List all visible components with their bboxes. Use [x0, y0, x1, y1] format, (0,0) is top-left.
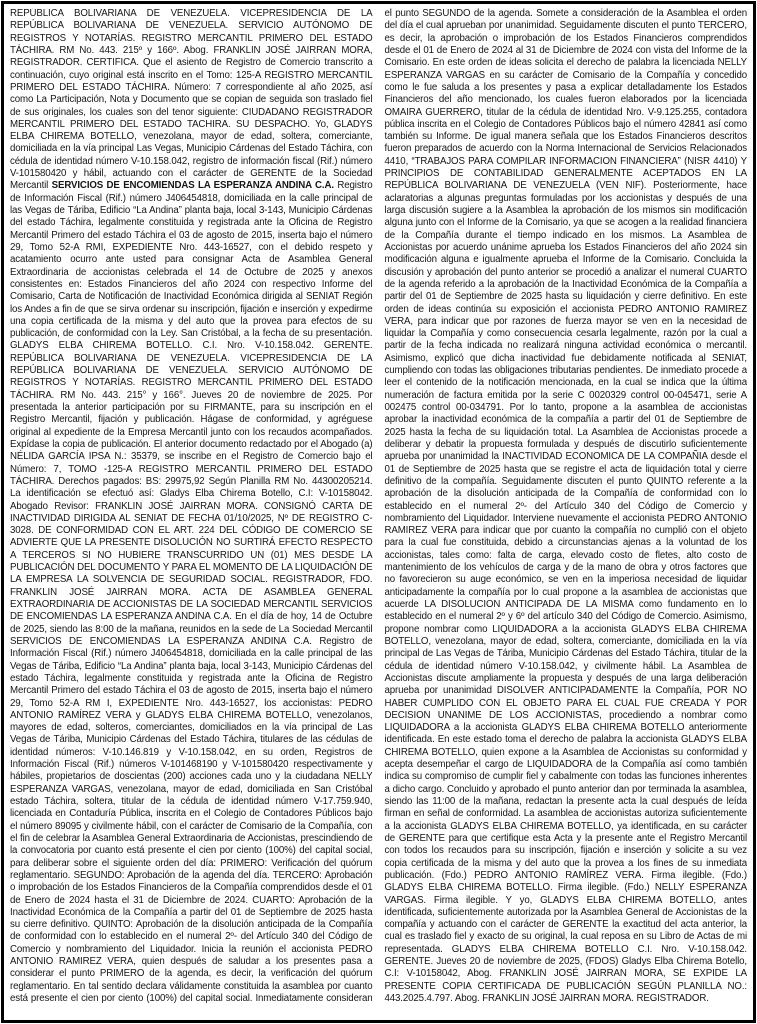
document-border-frame	[1, 1, 756, 1023]
document-body-text	[10, 8, 747, 1014]
company-name-bold: SERVICIOS DE ENCOMIENDAS LA ESPERANZA ANDINA C.A.	[51, 180, 334, 192]
body-text-part1: REPÚBLICA BOLIVARIANA DE VENEZUELA. VICEPRESIDENCIA DE LA REPÚBLICA BOLIVARIANA DE VENEZUELA. SERVICIO AUTÓNOMO DE REGISTROS Y NOTARÍAS. REGISTRO MERCANTIL PRIMERO DEL ESTADO TÁCHIRA. RM No. 443. 215º y 166º. Abog. FRANKLIN JOSÉ JAIRRAN MORA, REGISTRADOR. CERTIFICA. Que el asiento de Registro de Comercio transcrito a continuación, cuyo original está inscrito en el Tomo: 125-A REGISTRO MERCANTIL PRIMERO DEL ESTADO TÁCHIRA. Número: 7 correspondiente al año 2025, así como La Participación, Nota y Documento que se copian de seguida son traslado fiel de sus originales, los cuales son del tenor siguiente: CIUDADANO REGISTRADOR MERCANTIL PRIMERO DEL ESTADO TACHIRA. SU DESPACHO. Yo, GLADYS ELBA CHIREMA BOTELLO, venezolana, mayor de edad, soltera, comerciante, domiciliada en la vía principal Las Vegas, Municipio Cárdenas del Estado Táchira, con cédula de identidad número V-10.158.042, registro de información fiscal (Rif.) número V-101580420 y hábil, actuando con el carácter de GERENTE de la Sociedad Mercantil	[10, 8, 373, 192]
body-text-part2: Registro de Información Fiscal (Rif.) número J406454818, domiciliada en la calle principal de las Vegas de Táriba, Edificio “La Andina” planta baja, local 3-143, Municipio Cárdenas del estado Táchira, legalmente constituida y registrada ante la Oficina de Registro Mercantil Primero del estado Táchira el 03 de agosto de 2015, inserta bajo el número 29, Tomo 52-A RMI, EXPEDIENTE Nro. 443-16527, con el debido respeto y acatamiento ocurro ante usted para consignar Acta de Asamblea General Extraordinaria de accionistas celebrada el 14 de Octubre de 2025 y anexos consistentes en: Estados Financieros del año 2024 con respectivo Informe del Comisario, Carta de Notificación de Inactividad Económica dirigida al SENIAT Región los Andes a fin de que se sirva ordenar su inscripción, fijación e inserción y expedirme una copia certificada de la misma y del auto que la provea para efectos de su publicación, de conformidad con la Ley. San Cristóbal, a la fecha de su presentación. GLADYS ELBA CHIREMA BOTELLO. C.I. Nro. V-10.158.042. GERENTE. REPÚBLICA BOLIVARIANA DE VENEZUELA. VICEPRESIDENCIA DE LA REPÚBLICA BOLIVARIANA DE VENEZUELA. SERVICIO AUTÓNOMO DE REGISTROS Y NOTARÍAS. REGISTRO MERCANTIL PRIMERO DEL ESTADO TÁCHIRA. RM No. 443. 215° y 166°. Jueves 20 de noviembre de 2025. Por presentada la anterior participación por su FIRMANTE, para su inscripción en el Registro Mercantil, fijación y publicación. Hágase de conformidad, y agréguese original al expediente de la Empresa Mercantil junto con los recaudos acompañados. Expídase la copia de publicación. El anterior documento redactado por el Abogado (a) NÉLIDA GARCÍA IPSA N.: 35379, se inscribe en el Registro de Comercio bajo el Número: 7, TOMO -125-A REGISTRO MERCANTIL PRIMERO DEL ESTADO TÁCHIRA. Derechos pagados: BS: 29975,92 Según Planilla RM No. 44300205214. La identificación se efectuó así: Gladys Elba Chirema Botello, C.I: V-10158042. Abogado Revisor: FRANKLIN JOSÉ JAIRRAN MORA. CONSIGNÓ CARTA DE INACTIVIDAD DIRIGIDA AL SENIAT DE FECHA 01/10/2025, Nº DE REGISTRO C-3028. DE CONFORMIDAD CON EL ART. 224 DEL CÓDIGO DE COMERCIO SE ADVIERTE QUE LA PRESENTE DISOLUCIÓN NO SURTIRÁ EFECTO RESPECTO A TERCEROS SI NO HUBIERE TRANSCURRIDO UN (01) MES DESDE LA PUBLICACIÓN DEL DOCUMENTO Y PARA EL MOMENTO DE LA LIQUIDACIÓN DE LA EMPRESA LA SOLVENCIA DE SEGURIDAD SOCIAL. REGISTRADOR, FDO. FRANKLIN JOSÉ JAIRRAN MORA. ACTA DE ASAMBLEA GENERAL EXTRAORDINARIA DE ACCIONISTAS DE LA SOCIEDAD MERCANTIL SERVICIOS DE ENCOMIENDAS LA ESPERANZA ANDINA C.A. En el día de hoy, 14 de Octubre de 2025, siendo las 8:00 de la mañana, reunidos en la sede de La Sociedad Mercantil SERVICIOS DE ENCOMIENDAS LA ESPERANZA ANDINA C.A. Registro de Información Fiscal (Rif.) número J406454818, domiciliada en la calle principal de las Vegas de Táriba, Edificio “La Andina” planta baja, local 3-143, Municipio Cárdenas del estado Táchira, legalmente constituida y registrada ante la Oficina de Registro Mercantil Primero del estado Táchira el 03 de agosto de 2015, inserta bajo el número 29, Tomo 52-A RM I, EXPEDIENTE Nro. 443-16527, los accionistas: PEDRO ANTONIO RAMÍREZ VERA y GLADYS ELBA CHIREMA BOTELLO, venezolanos, mayores de edad, solteros, comerciantes, domiciliados en la vía principal de Las Vegas de Táriba, Municipio Cárdenas del Estado Táchira, titulares de las cédulas de identidad números: V-10.146.819 y V-10.158.042, en su orden, Registros de Información Fiscal (Rif.) números V-101468190 y V-101580420 respectivamente y hábiles, propietarios de doscientas (200) acciones cada uno y la ciudadana NELLY ESPERANZA VARGAS, venezolana, mayor de edad, domiciliada en San Cristóbal estado Táchira, soltera, titular de la cédula de identidad número V-17.759.940, licenciada en Contaduría Pública, inscrita en el Colegio de Contadores Públicos bajo el número 89095 y civilmente hábil, con el carácter de Comisario de la Compañía, con el fin de celebrar la Asamblea General Extraordinaria de Accionistas, prescindiendo de la convocatoria por cuanto está presente el cien por ciento (100%) del capital social, para deliberar sobre el siguiente orden del día: PRIMERO: Verificación del quórum reglamentario. SEGUNDO: Aprobación de la agenda del día. TERCERO: Aprobación o improbación de los Estados Financieros de la Compañía comprendidos desde el 01 de Enero de 2024 hasta el 31 de Diciembre de 2024. CUARTO: Aprobación de la Inactividad Económica de la Compañía a partir del 01 de Septiembre de 2025 hasta su cierre definitivo. QUINTO: Aprobación de la disolución anticipada de la Compañía de conformidad con lo establecido en el numeral 2º- del Artículo 340 del Código de Comercio y nombramiento del Liquidador. Inicia la reunión el accionista PEDRO ANTONIO RAMIREZ VERA, quien después de saludar a los presentes pasa a considerar el punto PRIMERO de la agenda, es decir, la verificación del quórum reglamentario. En tal sentido declara válidamente constituida la asamblea por cuanto está presente el cien por ciento (100%) del capital social. Inmediatamente consideran el punto SEGUNDO de la agenda. Somete a consideración de la Asamblea el orden del día el cual aprueban por unanimidad. Seguidamente discuten el punto TERCERO, es decir, la aprobación o improbación de los Estados Financieros comprendidos desde el 01 de Enero de 2024 al 31 de Diciembre de 2024 con vista del Informe de la Comisario. En este orden de ideas solicita el derecho de palabra la licenciada NELLY ESPERANZA VARGAS en su carácter de Comisario de la Compañía y concedido como le fue saluda a los presentes y pasa a explicar detalladamente los Estados Financieros del año mencionado, los cuales fueron elaborados por la licenciada OMAIRA GUERRERO, titular de la cédula de identidad Nro. V-9.125.255, contadora pública inscrita en el Colegio de Contadores Públicos bajo el número 42841 así como también su Informe. De igual manera señala que los Estados Financieros descritos fueron preparados de acuerdo con la Norma Internacional de Servicios Relacionados 4410, “TRABAJOS PARA COMPILAR INFORMACION FINANCIERA” (NISR 4410) Y PRINCIPIOS DE CONTABILIDAD GENERALMENTE ACEPTADOS EN LA REPÚBLICA BOLIVARIANA DE VENEZUELA (VEN NIF). Posteriormente, hace aclaratorias a algunas preguntas formuladas por los accionistas y después de una larga discusión sugiere a la Asamblea la aprobación de los mismos sin modificación alguna junto con el Informe de la Comisario, ya que se acogen a la realidad financiera de la Compañía durante el tiempo indicado en los mismos. La Asamblea de Accionistas por acuerdo unánime aprueba los Estados Financieros del año 2024 sin modificación alguna e igualmente aprueba el Informe de la Comisario. Concluida la discusión y aprobación del punto anterior se procedió a analizar el numeral CUARTO de la agenda referido a la aprobación de la Inactividad Económica de la Compañía a partir del 01 de Septiembre de 2025 hasta su liquidación y cierre definitivo. En este orden de ideas continúa su exposición el accionista PEDRO ANTONIO RAMIREZ VERA, para indicar que por razones de fuerza mayor se ven en la necesidad de liquidar la Compañía y como consecuencia cesarla legalmente, razón por la cual a partir de la fecha indicada no realizará ninguna actividad económica o mercantil. Asimismo, explicó que dicha inactividad fue debidamente notificada al SENIAT, cumpliendo con todas las obligaciones tributarias pendientes. De inmediato procede a leer el contenido de la notificación mencionada, en la cual se indica que la última numeración de factura emitida por la serie C 0020329 control 00-045471, serie A 002475 control 00-034791. Por lo tanto, propone a la asamblea de accionistas aprobar la inactividad económica de la compañía a partir del 01 de Septiembre de 2025 hasta la fecha de su liquidación total. La Asamblea de Accionistas procede a deliberar y debatir la propuesta formulada y después de discutirlo suficientemente aprueba por unanimidad la INACTIVIDAD ECONOMICA DE LA COMPAÑIA desde el 01 de Septiembre de 2025 hasta que se registre el acta de liquidación total y cierre definitivo de la compañía. Seguidamente discuten el punto QUINTO referente a la aprobación de la disolución anticipada de la Compañía de conformidad con lo establecido en el numeral 2º- del Artículo 340 del Código de Comercio y nombramiento del Liquidador. Interviene nuevamente el accionista PEDRO ANTONIO RAMIREZ VERA para indicar que por cuanto la compañía no cumplió con el objeto para la cual fue constituida, debido a circunstancias ajenas a la voluntad de los accionistas, tales como: falta de carga, elevado costo de fletes, alto costo de mantenimiento de los vehículos de carga y de la mano de obra y otros factores que no favorecieron su auge económico, se ven en la imperiosa necesidad de liquidar anticipadamente la compañía por lo cual propone a la asamblea de accionistas que acuerde LA DISOLUCION ANTICIPADA DE LA MISMA como fundamento en lo establecido en el numeral 2º y 6º del artículo 340 del Código de Comercio. Asimismo, propone nombrar como LIQUIDADORA a la accionista GLADYS ELBA CHIREMA BOTELLO, venezolana, mayor de edad, soltera, comerciante, domiciliada en la vía principal de Las Vegas de Táriba, Municipio Cárdenas del Estado Táchira, titular de la cédula de identidad número V-10.158.042, y civilmente hábil. La Asamblea de Accionistas discute ampliamente la propuesta y después de una larga deliberación aprueba por unanimidad DISOLVER ANTICIPADAMENTE la Compañía, POR NO HABER CUMPLIDO CON EL OBJETO PARA EL CUAL FUE CREADA Y POR DECISION UNANIME DE LOS ACCIONISTAS, procediendo a nombrar como LIQUIDADORA a la accionista GLADYS ELBA CHIREMA BOTELLO anteriormente identificada. En este estado toma el derecho de palabra la accionista GLADYS ELBA CHIREMA BOTELLO, quien expone a la Asamblea de Accionistas su conformidad y acepta desempeñar el cargo de LIQUIDADORA de la Compañía así como también indica su compromiso de cumplir fiel y cabalmente con todas las funciones inherentes a dicho cargo. Concluido y aprobado el punto anterior dan por terminada la asamblea, siendo las 11:00 de la mañana, redactan la presente acta la cual después de leída firman en señal de conformidad. La asamblea de accionistas autoriza suficientemente a la accionista GLADYS ELBA CHIREMA BOTELLO, ya identificada, en su carácter de GERENTE para que certifique esta Acta y la presente ante el Registro Mercantil con todos los recaudos para su inscripción, fijación e inserción y solicite a su vez copia certificada de la misma y del auto que la provea a los fines de su inmediata publicación. (Fdo.) PEDRO ANTONIO RAMÍREZ VERA. Firma ilegible. (Fdo.) GLADYS ELBA CHIREMA BOTELLO. Firma ilegible. (Fdo.) NELLY ESPERANZA VARGAS. Firma ilegible. Y yo, GLADYS ELBA CHIREMA BOTELLO, antes identificada, suficientemente autorizada por la Asamblea General de Accionistas de la compañía y actuando con el carácter de GERENTE la exactitud del acta anterior, la cual es traslado fiel y exacto de su original, la cual reposa en su Libro de Actas de mi representada. GLADYS ELBA CHIREMA BOTELLO C.I. Nro. V-10.158.042. GERENTE. Jueves 20 de noviembre de 2025, (FDOS) Gladys Elba Chirema Botello, C.I: V-10158042, Abog. FRANKLIN JOSÉ JAIRRAN MORA, SE EXPIDE LA PRESENTE COPIA CERTIFICADA DE PUBLICACIÓN SEGÚN PLANILLA NO.: 443.2025.4.797. Abog. FRANKLIN JOSÉ JAIRRAN MORA. REGISTRADOR.	[10, 8, 747, 1004]
